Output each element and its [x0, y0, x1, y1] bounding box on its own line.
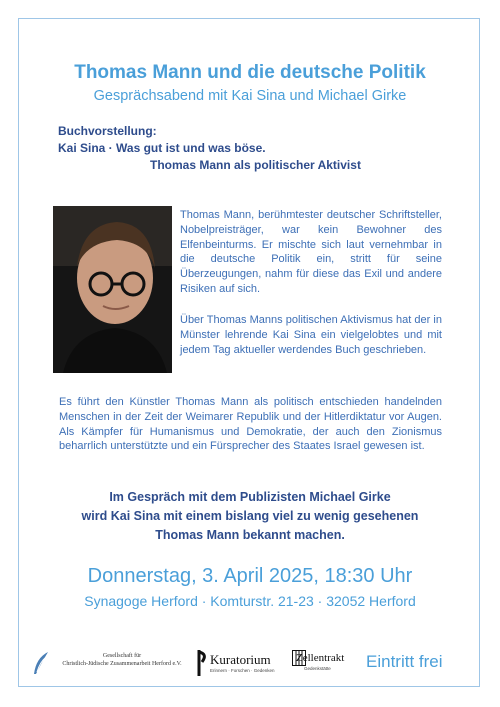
footer-logos — [28, 646, 472, 682]
announcement-line-1: Im Gespräch mit dem Publizisten Michael Girke — [109, 490, 391, 504]
book-presentation — [58, 123, 361, 174]
conversation-announcement — [0, 488, 500, 545]
page-title: Thomas Mann und die deutsche Politik — [74, 62, 426, 83]
kuratorium-logo — [196, 646, 286, 680]
portrait-photo — [53, 206, 172, 373]
paragraph-description: Es führt den Künstler Thomas Mann als politisch entschieden handelnden Menschen in der Zeit der Weimarer Republik und der Hitlerdiktatur vor Augen. Als Kämpfer für Humanismus und Demokratie, der auch den Zionismus beharrlich unterstützte und ein Fürsprecher des Staates Israel gewesen ist. — [59, 396, 442, 453]
paragraph-intro: Thomas Mann, berühmtester deutscher Schriftsteller, Nobelpreisträger, war kein Bewohner des Elfenbeinturms. Er mischte sich laut vernehmbar in die deutsche Politik ein, stritt für seine Überzeugungen, nahm für diese das Exil und andere Risiken auf sich. — [180, 209, 442, 295]
book-author-title: Kai Sina · Was gut ist und was böse. — [58, 141, 266, 155]
menorah-leaf-icon — [30, 648, 52, 678]
zellentrakt-logo — [292, 650, 352, 680]
announcement-line-2: wird Kai Sina mit einem bislang viel zu wenig gesehenen — [81, 509, 419, 523]
gcjz-line-2: Christlich-Jüdische Zusammenarbeit Herford e.V. — [62, 660, 182, 667]
rune-mark-icon — [196, 648, 210, 678]
gcjz-logo — [28, 646, 188, 680]
free-entry: Eintritt frei — [366, 652, 443, 671]
gcjz-line-1: Gesellschaft für — [102, 653, 142, 659]
announcement-line-3: Thomas Mann bekannt machen. — [155, 528, 345, 542]
book-subtitle: Thomas Mann als politischer Aktivist — [150, 158, 361, 172]
page-subtitle: Gesprächsabend mit Kai Sina und Michael Girke — [93, 88, 407, 104]
book-label: Buchvorstellung: — [58, 124, 157, 138]
zellentrakt-name: Zellentrakt — [296, 652, 345, 664]
paragraph-book: Über Thomas Manns politischen Aktivismus hat der in Münster lehrende Kai Sina ein vielgelobtes und mit jedem Tag aktueller werdendes Buch geschrieben. — [180, 314, 442, 356]
event-date: Donnerstag, 3. April 2025, 18:30 Uhr — [87, 565, 413, 587]
kuratorium-name: Kuratorium — [210, 652, 271, 667]
kuratorium-tagline: Erinnern · Forschen · Gedenken — [210, 668, 275, 673]
zellentrakt-tagline: Gedenkstätte — [304, 666, 331, 671]
event-venue: Synagoge Herford · Komturstr. 21-23 · 32052 Herford — [84, 593, 416, 609]
